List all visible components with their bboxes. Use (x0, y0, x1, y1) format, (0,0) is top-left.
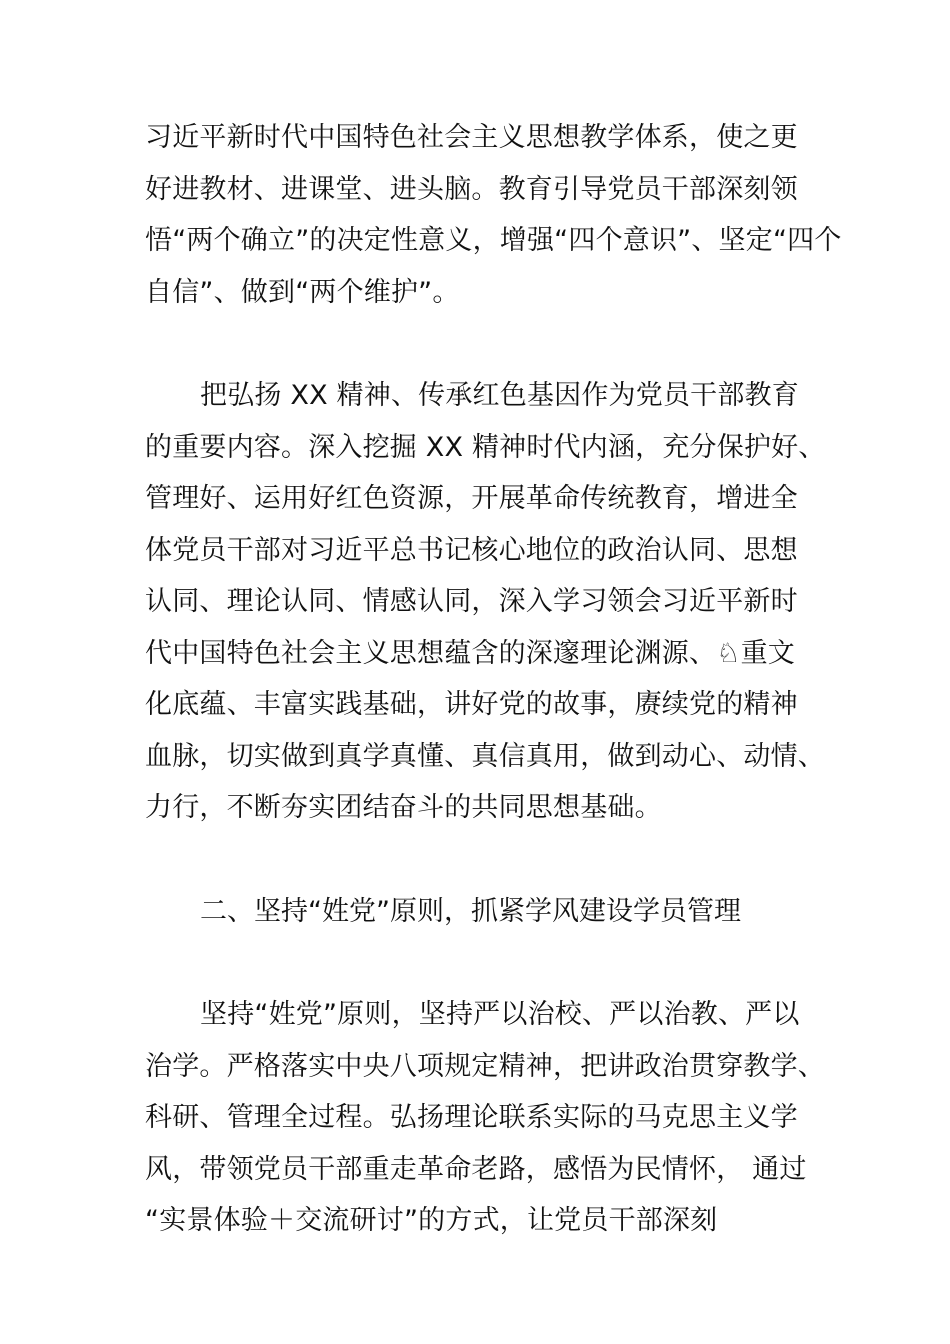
paragraph-2 (145, 370, 825, 834)
paragraph-spacer (145, 937, 825, 989)
text-line: 治学。严格落实中央八项规定精神，把讲政治贯穿教学、 (145, 1050, 825, 1082)
text-line: 认同、理论认同、情感认同，深入学习领会习近平新时 (145, 586, 798, 617)
text-line: 坚持“姓党”原则，坚持严以治校、严以治教、严以 (200, 999, 800, 1030)
text-line: 化底蕴、丰富实践基础，讲好党的故事，赓续党的精神 (145, 689, 798, 720)
text-line: “实景体验＋交流研讨”的方式，让党员干部深刻 (145, 1205, 718, 1236)
paragraph-spacer (145, 318, 825, 370)
text-line: 力行，不断夯实团结奋斗的共同思想基础。 (145, 792, 662, 823)
text-line: 把弘扬 XX 精神、传承红色基因作为党员干部教育 (200, 380, 799, 411)
text-line: 代中国特色社会主义思想蕴含的深邃理论渊源、♘重文 (145, 637, 796, 669)
text-line: 血脉，切实做到真学真懂、真信真用，做到动心、动情、 (145, 740, 825, 772)
text-line: 风，带领党员干部重走革命老路，感悟为民情怀， 通过 (145, 1153, 807, 1185)
text-line: 习近平新时代中国特色社会主义思想教学体系，使之更 (145, 122, 798, 153)
paragraph-1 (145, 112, 842, 318)
text-line: 悟“两个确立”的决定性意义，增强“四个意识”、坚定“四个 (145, 225, 842, 256)
text-line: 管理好、运用好红色资源，开展革命传统教育，增进全 (145, 483, 798, 514)
document-body (145, 112, 842, 1247)
text-line: 的重要内容。深入挖掘 XX 精神时代内涵，充分保护好、 (145, 431, 826, 463)
paragraph-spacer (145, 834, 825, 886)
text-line: 科研、管理全过程。弘扬理论联系实际的马克思主义学 (145, 1102, 798, 1133)
text-line: 自信”、做到“两个维护”。 (145, 276, 460, 308)
text-line: 体党员干部对习近平总书记核心地位的政治认同、思想 (145, 534, 798, 566)
paragraph-3 (145, 989, 825, 1247)
text-line: 好进教材、进课堂、进头脑。教育引导党员干部深刻领 (145, 173, 798, 205)
section-heading: 二、坚持“姓党”原则，抓紧学风建设学员管理 (200, 895, 741, 927)
